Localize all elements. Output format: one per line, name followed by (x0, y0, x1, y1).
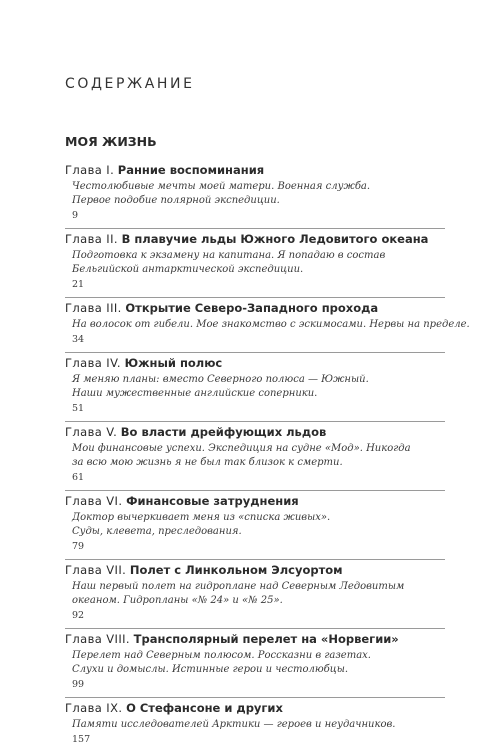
chapter-page-number: 21 (72, 279, 85, 290)
chapter-name: Финансовые затруднения (126, 494, 299, 508)
chapter-number: Глава I. (65, 163, 115, 177)
chapter-description-line: Честолюбивые мечты моей матери. Военная служба. (72, 181, 371, 192)
chapter-description-line: Перелет над Северным полюсом. Россказни в газетах. (72, 650, 371, 661)
chapter-description-line: океаном. Гидропланы «№ 24» и «№ 25». (72, 595, 283, 606)
chapter-description-line: Слухи и домыслы. Истинные герои и честолюбцы. (72, 664, 349, 675)
chapter-page-number: 92 (72, 610, 85, 621)
chapter-name: Открытие Северо-Западного прохода (125, 301, 379, 315)
chapter-entry[interactable] (65, 559, 445, 622)
chapter-description-line: Подготовка к экзамену на капитана. Я попадаю в состав (72, 250, 386, 261)
chapter-description (65, 373, 445, 401)
chapter-description-line: Памяти исследователей Арктики — героев и неудачников. (72, 719, 396, 730)
chapter-description (65, 442, 445, 470)
chapter-description-line: за всю мою жизнь я не был так близок к смерти. (72, 457, 343, 468)
chapter-description-line: Наш первый полет на гидроплане над Северным Ледовитым (72, 581, 405, 592)
chapter-heading (65, 493, 445, 509)
chapter-number: Глава VI. (65, 494, 123, 508)
chapter-list (65, 160, 470, 752)
chapter-description-line: Первое подобие полярной экспедиции. (72, 195, 280, 206)
chapter-name: В плавучие льды Южного Ледовитого океана (121, 232, 429, 246)
chapter-page-number: 51 (72, 403, 85, 414)
chapter-description-line: Суды, клевета, преследования. (72, 526, 242, 537)
chapter-description (65, 718, 445, 732)
chapter-number: Глава III. (65, 301, 122, 315)
chapter-heading (65, 300, 445, 316)
chapter-heading (65, 231, 445, 247)
chapter-description (65, 318, 470, 332)
chapter-name: Полет с Линкольном Элсуортом (129, 563, 343, 577)
chapter-description-line: Бельгийской антарктической экспедиции. (72, 264, 304, 275)
chapter-heading (65, 355, 445, 371)
chapter-heading (65, 631, 445, 647)
chapter-heading (65, 562, 445, 578)
chapter-number: Глава VIII. (65, 632, 130, 646)
chapter-page-number: 99 (72, 679, 85, 690)
chapter-page-number: 157 (72, 734, 91, 745)
chapter-number: Глава IX. (65, 701, 123, 715)
chapter-number: Глава V. (65, 425, 118, 439)
chapter-number: Глава II. (65, 232, 118, 246)
chapter-description-line: Наши мужественные английские соперники. (72, 388, 318, 399)
chapter-page-number: 79 (72, 541, 85, 552)
chapter-heading (65, 700, 445, 716)
toc-title: СОДЕРЖАНИЕ (65, 76, 195, 92)
chapter-name: Ранние воспоминания (117, 163, 265, 177)
chapter-page-number: 61 (72, 472, 85, 483)
chapter-page-number: 9 (72, 210, 79, 221)
chapter-number: Глава IV. (65, 356, 121, 370)
chapter-description-line: Я меняю планы: вместо Северного полюса — Южный. (72, 374, 369, 385)
chapter-description (65, 511, 445, 539)
chapter-description (65, 649, 445, 677)
chapter-entry[interactable] (65, 697, 445, 746)
chapter-name: Трансполярный перелет на «Норвегии» (133, 632, 399, 646)
chapter-number: Глава VII. (65, 563, 127, 577)
chapter-entry[interactable] (65, 352, 445, 415)
chapter-entry[interactable] (65, 160, 445, 222)
chapter-entry[interactable] (65, 628, 445, 691)
chapter-description-line: На волосок от гибели. Мое знакомство с эскимосами. Нервы на пределе. (72, 319, 470, 330)
chapter-description (65, 180, 445, 208)
chapter-entry[interactable] (65, 297, 470, 346)
chapter-heading (65, 162, 445, 178)
chapter-name: Южный полюс (124, 356, 223, 370)
chapter-description (65, 580, 445, 608)
part-title: МОЯ ЖИЗНЬ (65, 134, 157, 149)
chapter-entry[interactable] (65, 228, 445, 291)
chapter-entry[interactable] (65, 490, 445, 553)
chapter-description-line: Мои финансовые успехи. Экспедиция на судне «Мод». Никогда (72, 443, 411, 454)
chapter-description (65, 249, 445, 277)
chapter-page-number: 34 (72, 334, 85, 345)
chapter-description-line: Доктор вычеркивает меня из «списка живых». (72, 512, 331, 523)
chapter-name: Во власти дрейфующих льдов (120, 425, 327, 439)
chapter-heading (65, 424, 445, 440)
chapter-entry[interactable] (65, 421, 445, 484)
chapter-name: О Стефансоне и других (126, 701, 283, 715)
